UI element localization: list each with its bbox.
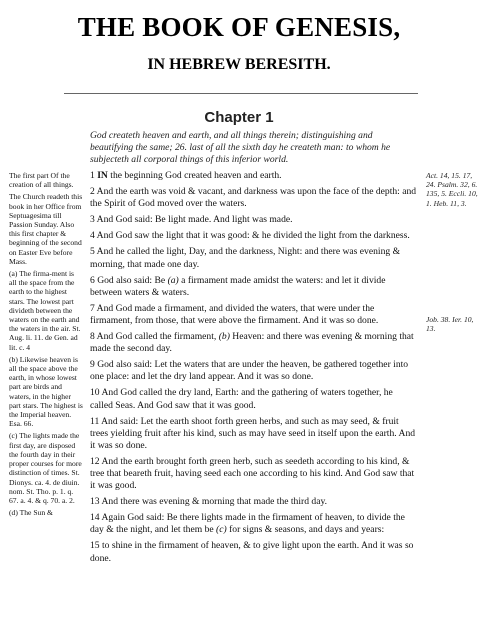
verse-number: 9 <box>90 359 95 371</box>
verse-number: 10 <box>90 387 100 399</box>
verse-text: to shine in the firmament of heaven, & to give light upon the earth. And it was so done. <box>90 540 414 564</box>
margin-note: The Church readeth this book in her Office from Septuagesima till Passion Sunday. Also this first chapter & beginning of the second on Easter Eve before Mass. <box>9 192 83 266</box>
book-subtitle: IN HEBREW BERESITH. <box>147 56 331 73</box>
verse <box>90 540 418 564</box>
verse-text: And there was evening & morning that made the third day. <box>101 496 328 508</box>
verse <box>90 359 418 383</box>
verse-text: And God called the dry land, Earth: and the gathering of waters together, he called Seas. And God saw that it was good. <box>90 387 393 411</box>
verse-number: 11 <box>90 415 100 427</box>
verse <box>90 214 418 226</box>
verse-number: 15 <box>90 540 100 552</box>
verse <box>90 230 418 242</box>
footnote-marker: (a) <box>167 274 179 286</box>
verse <box>90 416 418 452</box>
verse <box>90 456 418 492</box>
margin-note: (c) The lights made the first day, are disposed the fourth day in their proper courses for more distinction of times. St. Dionys. ca. 4. de diuin. nom. St. Tho. p. 1. q. 67. a. 4. & q. 70. a. 2. <box>9 431 82 505</box>
cross-reference-note: Act. 14, 15. 17, 24. Psalm. 32, 6. 135, 5. Eccli. 10, 1. Heb. 11, 3. <box>426 171 478 208</box>
verse-text: God also said: Be <box>97 274 166 286</box>
verse-number: 13 <box>90 496 100 508</box>
verse-number: 4 <box>90 230 95 242</box>
verse <box>90 331 418 355</box>
verse-number: 8 <box>90 331 95 343</box>
verse-number: 1 <box>90 170 95 181</box>
verse-lead-word: IN <box>97 170 108 181</box>
verse <box>90 170 418 182</box>
margin-note: (b) Likewise heaven is all the space above the earth, in whose lowest part are birds and waters, in the higher part stars. The highest is the Imperial heaven. Esa. 66. <box>9 354 83 429</box>
verse <box>90 186 418 210</box>
verse <box>90 496 418 508</box>
margin-note: (a) The firma-ment is all the space from the earth to the highest stars. The lowest part divideth between the waters on the earth and the waters in the air. St. Aug. li. 11. de Gen. ad lit. c. 4 <box>9 269 81 352</box>
verse-text: And the earth brought forth green herb, such as seedeth according to his kind, & tree that beareth fruit, having seed each one according to his kind. And God saw that it was good. <box>90 455 415 492</box>
verse-text: And God said: Be light made. And light was made. <box>96 214 293 226</box>
verse-text: Heaven: and there was evening & morning that made the second day. <box>90 331 414 355</box>
verse-number: 14 <box>90 512 100 524</box>
verse-text: for signs & seasons, and days and years: <box>229 524 385 536</box>
verse-number: 6 <box>90 274 95 286</box>
footnote-marker: (c) <box>216 524 227 536</box>
verse-text: the beginning God created heaven and earth. <box>110 170 282 181</box>
verse-number: 2 <box>90 186 95 198</box>
verse-text: And God saw the light that it was good: & he divided the light from the darkness. <box>96 230 410 242</box>
verse <box>90 275 418 299</box>
verse-number: 7 <box>90 302 95 314</box>
chapter-summary: God createth heaven and earth, and all things therein; distinguishing and beautifying the same; 26. last of all the sixth day he createth man: to whom he subjecteth all corporal things of this inferior world. <box>90 130 391 166</box>
cross-reference-note: Job. 38. Ier. 10, 13. <box>426 315 474 334</box>
margin-note: (d) The Sun & <box>9 508 53 518</box>
verse-text: And said: Let the earth shoot forth green herbs, and such as may seed, & fruit trees yielding fruit after his kind, such as may have seed in itself upon the earth. And it was so done. <box>90 415 416 451</box>
book-title: THE BOOK OF GENESIS, <box>77 12 401 42</box>
verse-text: And he called the light, Day, and the darkness, Night: and there was evening & morning, that made one day. <box>90 246 401 270</box>
margin-note: The first part Of the creation of all things. <box>9 171 74 190</box>
verse <box>90 246 418 270</box>
verse-text: And God called the firmament, <box>96 331 217 343</box>
verse-text: a firmament made amidst the waters: and let it divide between waters & waters. <box>90 274 386 298</box>
verse-text: Again God said: Be there lights made in the firmament of heaven, to divide the day & the night, and let them be <box>90 512 405 536</box>
chapter-text <box>90 170 418 569</box>
title-divider <box>64 93 418 94</box>
verse-text: And God made a firmament, and divided the waters, that were under the firmament, from those, that were above the firmament. And it was so done. <box>90 302 379 326</box>
verse <box>90 387 418 411</box>
verse <box>90 303 418 327</box>
verse-number: 12 <box>90 455 100 467</box>
left-margin-notes <box>9 171 83 520</box>
footnote-marker: (b) <box>218 331 230 343</box>
chapter-heading: Chapter 1 <box>204 109 274 126</box>
verse-number: 5 <box>90 246 95 258</box>
verse-text: And the earth was void & vacant, and darkness was upon the face of the depth: and the Spirit of God moved over the waters. <box>90 186 417 210</box>
verse <box>90 512 418 536</box>
verse-text: God also said: Let the waters that are under the heaven, be gathered together into one place: and let the dry land appear. And it was so done. <box>90 359 409 383</box>
verse-number: 3 <box>90 214 95 226</box>
